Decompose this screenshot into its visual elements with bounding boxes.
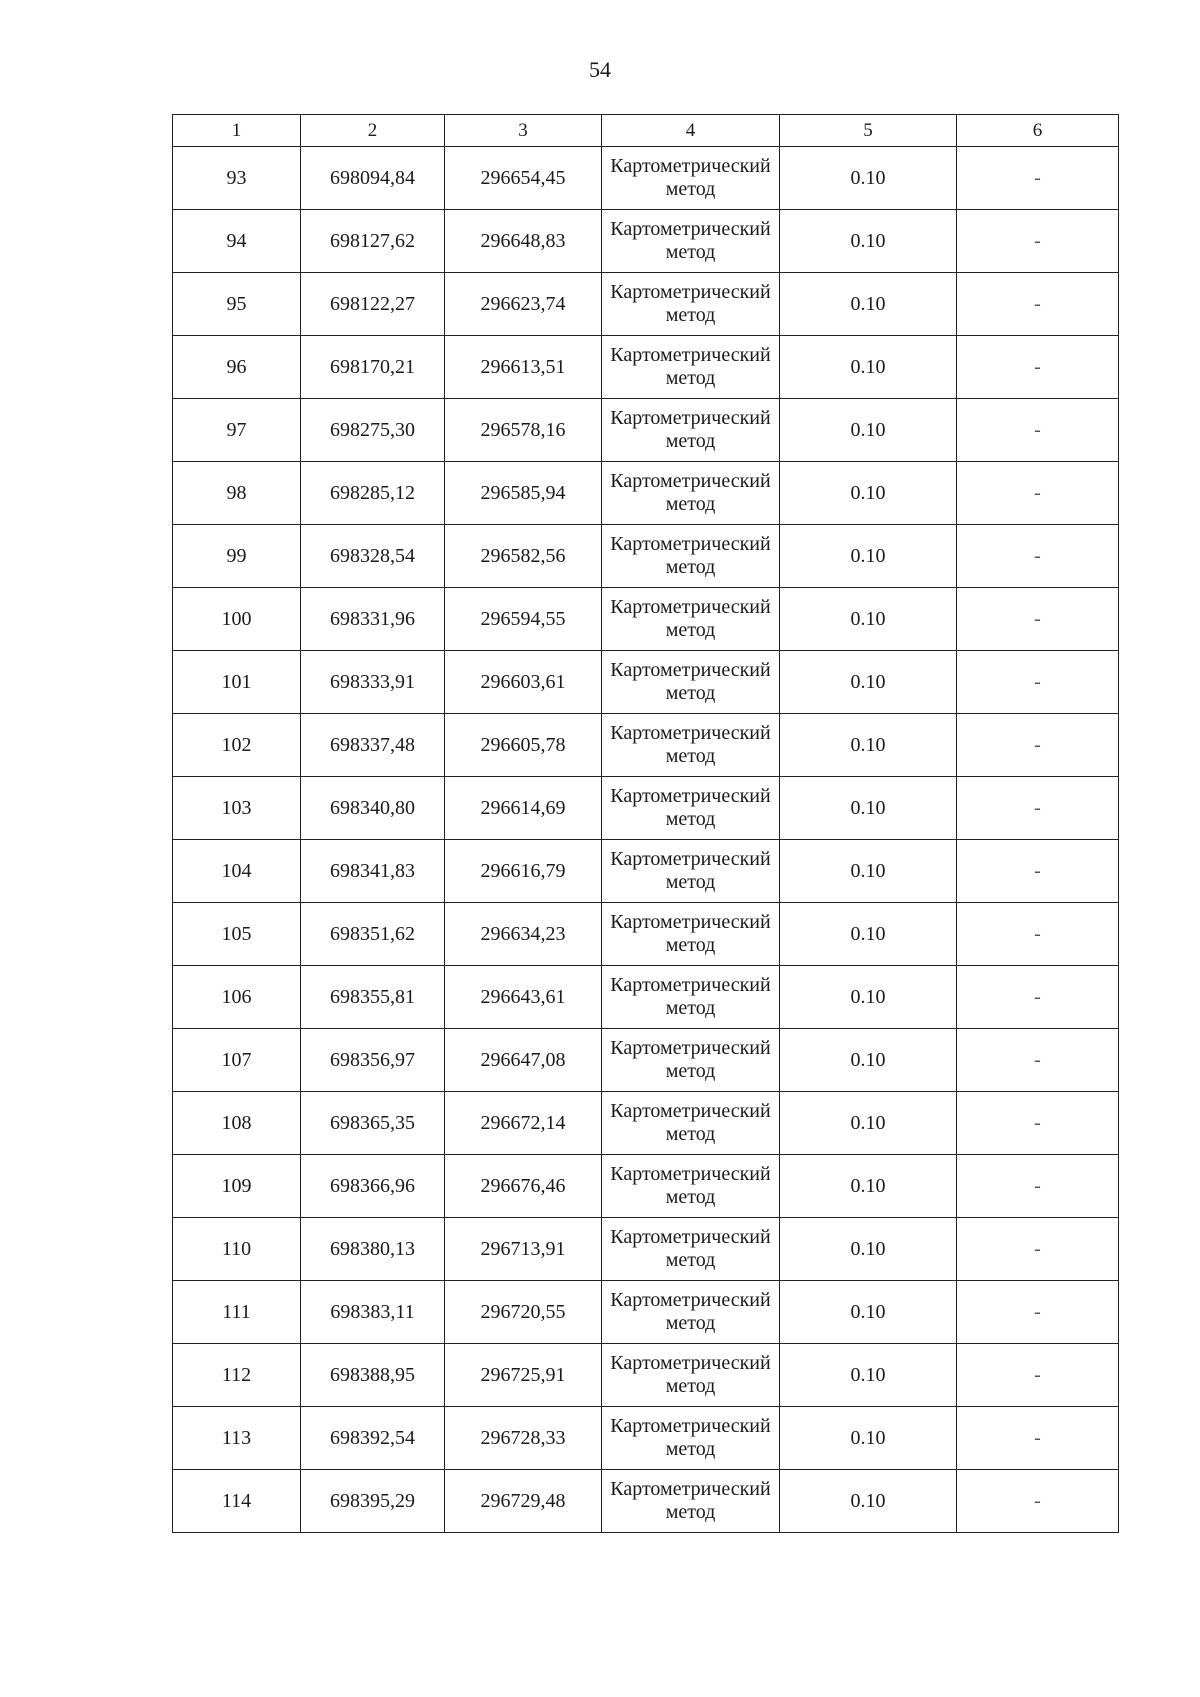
y-coordinate-cell: 296676,46	[445, 1155, 602, 1218]
x-coordinate-cell: 698351,62	[301, 903, 445, 966]
y-coordinate-cell: 296634,23	[445, 903, 602, 966]
y-coordinate-cell: 296720,55	[445, 1281, 602, 1344]
note-cell: -	[957, 1029, 1119, 1092]
header-row	[173, 115, 1119, 147]
note-cell: -	[957, 1281, 1119, 1344]
method-label-line1: Картометрический	[610, 1289, 771, 1311]
y-coordinate-cell: 296647,08	[445, 1029, 602, 1092]
method-label-line2: метод	[665, 808, 716, 830]
point-number-cell: 114	[173, 1470, 301, 1533]
header-col-5: 5	[780, 115, 957, 147]
table-row	[173, 840, 1119, 903]
table-row	[173, 714, 1119, 777]
method-cell	[602, 1344, 780, 1407]
table-row	[173, 1281, 1119, 1344]
method-label-line2: метод	[665, 493, 716, 515]
method-label-line1: Картометрический	[610, 470, 771, 492]
accuracy-cell: 0.10	[780, 399, 957, 462]
x-coordinate-cell: 698355,81	[301, 966, 445, 1029]
accuracy-cell: 0.10	[780, 1407, 957, 1470]
accuracy-cell: 0.10	[780, 525, 957, 588]
point-number-cell: 93	[173, 147, 301, 210]
accuracy-cell: 0.10	[780, 777, 957, 840]
x-coordinate-cell: 698340,80	[301, 777, 445, 840]
method-label-line1: Картометрический	[610, 785, 771, 807]
point-number-cell: 105	[173, 903, 301, 966]
method-label-line2: метод	[665, 1249, 716, 1271]
header-col-1: 1	[173, 115, 301, 147]
table-row	[173, 966, 1119, 1029]
accuracy-cell: 0.10	[780, 1470, 957, 1533]
method-cell	[602, 210, 780, 273]
method-label-line1: Картометрический	[610, 1226, 771, 1248]
table-row	[173, 777, 1119, 840]
table-row	[173, 903, 1119, 966]
x-coordinate-cell: 698341,83	[301, 840, 445, 903]
accuracy-cell: 0.10	[780, 714, 957, 777]
method-label-line2: метод	[665, 430, 716, 452]
method-cell	[602, 1155, 780, 1218]
note-cell: -	[957, 1218, 1119, 1281]
x-coordinate-cell: 698127,62	[301, 210, 445, 273]
y-coordinate-cell: 296613,51	[445, 336, 602, 399]
point-number-cell: 103	[173, 777, 301, 840]
point-number-cell: 94	[173, 210, 301, 273]
method-label-line2: метод	[665, 997, 716, 1019]
method-label-line2: метод	[665, 682, 716, 704]
point-number-cell: 95	[173, 273, 301, 336]
table-row	[173, 210, 1119, 273]
note-cell: -	[957, 147, 1119, 210]
note-cell: -	[957, 336, 1119, 399]
method-label-line1: Картометрический	[610, 722, 771, 744]
x-coordinate-cell: 698122,27	[301, 273, 445, 336]
accuracy-cell: 0.10	[780, 336, 957, 399]
method-label-line1: Картометрический	[610, 407, 771, 429]
x-coordinate-cell: 698366,96	[301, 1155, 445, 1218]
method-cell	[602, 651, 780, 714]
method-label-line2: метод	[665, 1186, 716, 1208]
note-cell: -	[957, 651, 1119, 714]
method-label-line1: Картометрический	[610, 1163, 771, 1185]
note-cell: -	[957, 714, 1119, 777]
point-number-cell: 110	[173, 1218, 301, 1281]
y-coordinate-cell: 296614,69	[445, 777, 602, 840]
note-cell: -	[957, 1155, 1119, 1218]
method-cell	[602, 903, 780, 966]
method-label-line1: Картометрический	[610, 1037, 771, 1059]
table-row	[173, 336, 1119, 399]
method-label-line2: метод	[665, 241, 716, 263]
note-cell: -	[957, 399, 1119, 462]
x-coordinate-cell: 698365,35	[301, 1092, 445, 1155]
method-cell	[602, 1470, 780, 1533]
accuracy-cell: 0.10	[780, 966, 957, 1029]
y-coordinate-cell: 296623,74	[445, 273, 602, 336]
y-coordinate-cell: 296654,45	[445, 147, 602, 210]
table-row	[173, 462, 1119, 525]
x-coordinate-cell: 698383,11	[301, 1281, 445, 1344]
accuracy-cell: 0.10	[780, 651, 957, 714]
method-label-line1: Картометрический	[610, 911, 771, 933]
note-cell: -	[957, 525, 1119, 588]
method-label-line2: метод	[665, 1375, 716, 1397]
accuracy-cell: 0.10	[780, 462, 957, 525]
note-cell: -	[957, 210, 1119, 273]
y-coordinate-cell: 296582,56	[445, 525, 602, 588]
method-label-line2: метод	[665, 871, 716, 893]
point-number-cell: 100	[173, 588, 301, 651]
table-row	[173, 273, 1119, 336]
method-label-line2: метод	[665, 1123, 716, 1145]
accuracy-cell: 0.10	[780, 1092, 957, 1155]
method-cell	[602, 273, 780, 336]
method-label-line2: метод	[665, 1438, 716, 1460]
method-label-line2: метод	[665, 619, 716, 641]
method-cell	[602, 1092, 780, 1155]
point-number-cell: 106	[173, 966, 301, 1029]
y-coordinate-cell: 296578,16	[445, 399, 602, 462]
method-label-line2: метод	[665, 1060, 716, 1082]
point-number-cell: 102	[173, 714, 301, 777]
method-label-line1: Картометрический	[610, 974, 771, 996]
method-label-line2: метод	[665, 304, 716, 326]
table-row	[173, 588, 1119, 651]
table-row	[173, 1155, 1119, 1218]
y-coordinate-cell: 296585,94	[445, 462, 602, 525]
accuracy-cell: 0.10	[780, 273, 957, 336]
method-cell	[602, 966, 780, 1029]
accuracy-cell: 0.10	[780, 1344, 957, 1407]
method-label-line2: метод	[665, 367, 716, 389]
x-coordinate-cell: 698395,29	[301, 1470, 445, 1533]
note-cell: -	[957, 462, 1119, 525]
header-col-3: 3	[445, 115, 602, 147]
method-label-line1: Картометрический	[610, 281, 771, 303]
point-number-cell: 97	[173, 399, 301, 462]
accuracy-cell: 0.10	[780, 1155, 957, 1218]
method-label-line1: Картометрический	[610, 533, 771, 555]
page-number: 54	[589, 57, 611, 82]
x-coordinate-cell: 698337,48	[301, 714, 445, 777]
note-cell: -	[957, 273, 1119, 336]
accuracy-cell: 0.10	[780, 903, 957, 966]
point-number-cell: 98	[173, 462, 301, 525]
method-label-line1: Картометрический	[610, 1352, 771, 1374]
point-number-cell: 108	[173, 1092, 301, 1155]
method-cell	[602, 525, 780, 588]
y-coordinate-cell: 296728,33	[445, 1407, 602, 1470]
x-coordinate-cell: 698333,91	[301, 651, 445, 714]
point-number-cell: 101	[173, 651, 301, 714]
header-col-2: 2	[301, 115, 445, 147]
accuracy-cell: 0.10	[780, 588, 957, 651]
method-label-line2: метод	[665, 178, 716, 200]
method-label-line1: Картометрический	[610, 1100, 771, 1122]
y-coordinate-cell: 296713,91	[445, 1218, 602, 1281]
method-label-line2: метод	[665, 745, 716, 767]
accuracy-cell: 0.10	[780, 147, 957, 210]
method-cell	[602, 840, 780, 903]
point-number-cell: 113	[173, 1407, 301, 1470]
note-cell: -	[957, 1407, 1119, 1470]
y-coordinate-cell: 296643,61	[445, 966, 602, 1029]
header-col-6: 6	[957, 115, 1119, 147]
x-coordinate-cell: 698380,13	[301, 1218, 445, 1281]
method-cell	[602, 714, 780, 777]
method-label-line1: Картометрический	[610, 848, 771, 870]
method-label-line1: Картометрический	[610, 218, 771, 240]
table-row	[173, 1029, 1119, 1092]
y-coordinate-cell: 296672,14	[445, 1092, 602, 1155]
x-coordinate-cell: 698275,30	[301, 399, 445, 462]
table-row	[173, 1218, 1119, 1281]
table-row	[173, 1407, 1119, 1470]
method-label-line1: Картометрический	[610, 659, 771, 681]
method-label-line2: метод	[665, 556, 716, 578]
note-cell: -	[957, 903, 1119, 966]
x-coordinate-cell: 698094,84	[301, 147, 445, 210]
point-number-cell: 99	[173, 525, 301, 588]
method-cell	[602, 1407, 780, 1470]
method-label-line2: метод	[665, 934, 716, 956]
y-coordinate-cell: 296729,48	[445, 1470, 602, 1533]
method-label-line1: Картометрический	[610, 1478, 771, 1500]
header-col-4: 4	[602, 115, 780, 147]
method-cell	[602, 1281, 780, 1344]
y-coordinate-cell: 296605,78	[445, 714, 602, 777]
x-coordinate-cell: 698170,21	[301, 336, 445, 399]
note-cell: -	[957, 1344, 1119, 1407]
accuracy-cell: 0.10	[780, 1029, 957, 1092]
point-number-cell: 107	[173, 1029, 301, 1092]
note-cell: -	[957, 777, 1119, 840]
note-cell: -	[957, 1470, 1119, 1533]
method-label-line1: Картометрический	[610, 155, 771, 177]
method-cell	[602, 1218, 780, 1281]
x-coordinate-cell: 698388,95	[301, 1344, 445, 1407]
table-row	[173, 1092, 1119, 1155]
method-cell	[602, 399, 780, 462]
y-coordinate-cell: 296594,55	[445, 588, 602, 651]
x-coordinate-cell: 698392,54	[301, 1407, 445, 1470]
table-row	[173, 1470, 1119, 1533]
method-label-line1: Картометрический	[610, 1415, 771, 1437]
method-label-line2: метод	[665, 1312, 716, 1334]
x-coordinate-cell: 698331,96	[301, 588, 445, 651]
y-coordinate-cell: 296603,61	[445, 651, 602, 714]
table-row	[173, 147, 1119, 210]
y-coordinate-cell: 296648,83	[445, 210, 602, 273]
point-number-cell: 104	[173, 840, 301, 903]
method-cell	[602, 147, 780, 210]
method-cell	[602, 588, 780, 651]
y-coordinate-cell: 296725,91	[445, 1344, 602, 1407]
x-coordinate-cell: 698328,54	[301, 525, 445, 588]
method-cell	[602, 777, 780, 840]
point-number-cell: 96	[173, 336, 301, 399]
x-coordinate-cell: 698356,97	[301, 1029, 445, 1092]
accuracy-cell: 0.10	[780, 1218, 957, 1281]
coordinates-table	[172, 114, 1119, 1533]
table-row	[173, 1344, 1119, 1407]
note-cell: -	[957, 840, 1119, 903]
y-coordinate-cell: 296616,79	[445, 840, 602, 903]
point-number-cell: 109	[173, 1155, 301, 1218]
method-cell	[602, 336, 780, 399]
table-row	[173, 525, 1119, 588]
method-label-line2: метод	[665, 1501, 716, 1523]
point-number-cell: 111	[173, 1281, 301, 1344]
note-cell: -	[957, 966, 1119, 1029]
method-label-line1: Картометрический	[610, 344, 771, 366]
accuracy-cell: 0.10	[780, 840, 957, 903]
note-cell: -	[957, 1092, 1119, 1155]
method-label-line1: Картометрический	[610, 596, 771, 618]
x-coordinate-cell: 698285,12	[301, 462, 445, 525]
method-cell	[602, 1029, 780, 1092]
note-cell: -	[957, 588, 1119, 651]
table-row	[173, 399, 1119, 462]
point-number-cell: 112	[173, 1344, 301, 1407]
method-cell	[602, 462, 780, 525]
table-row	[173, 651, 1119, 714]
table-body	[173, 147, 1119, 1533]
accuracy-cell: 0.10	[780, 210, 957, 273]
accuracy-cell: 0.10	[780, 1281, 957, 1344]
